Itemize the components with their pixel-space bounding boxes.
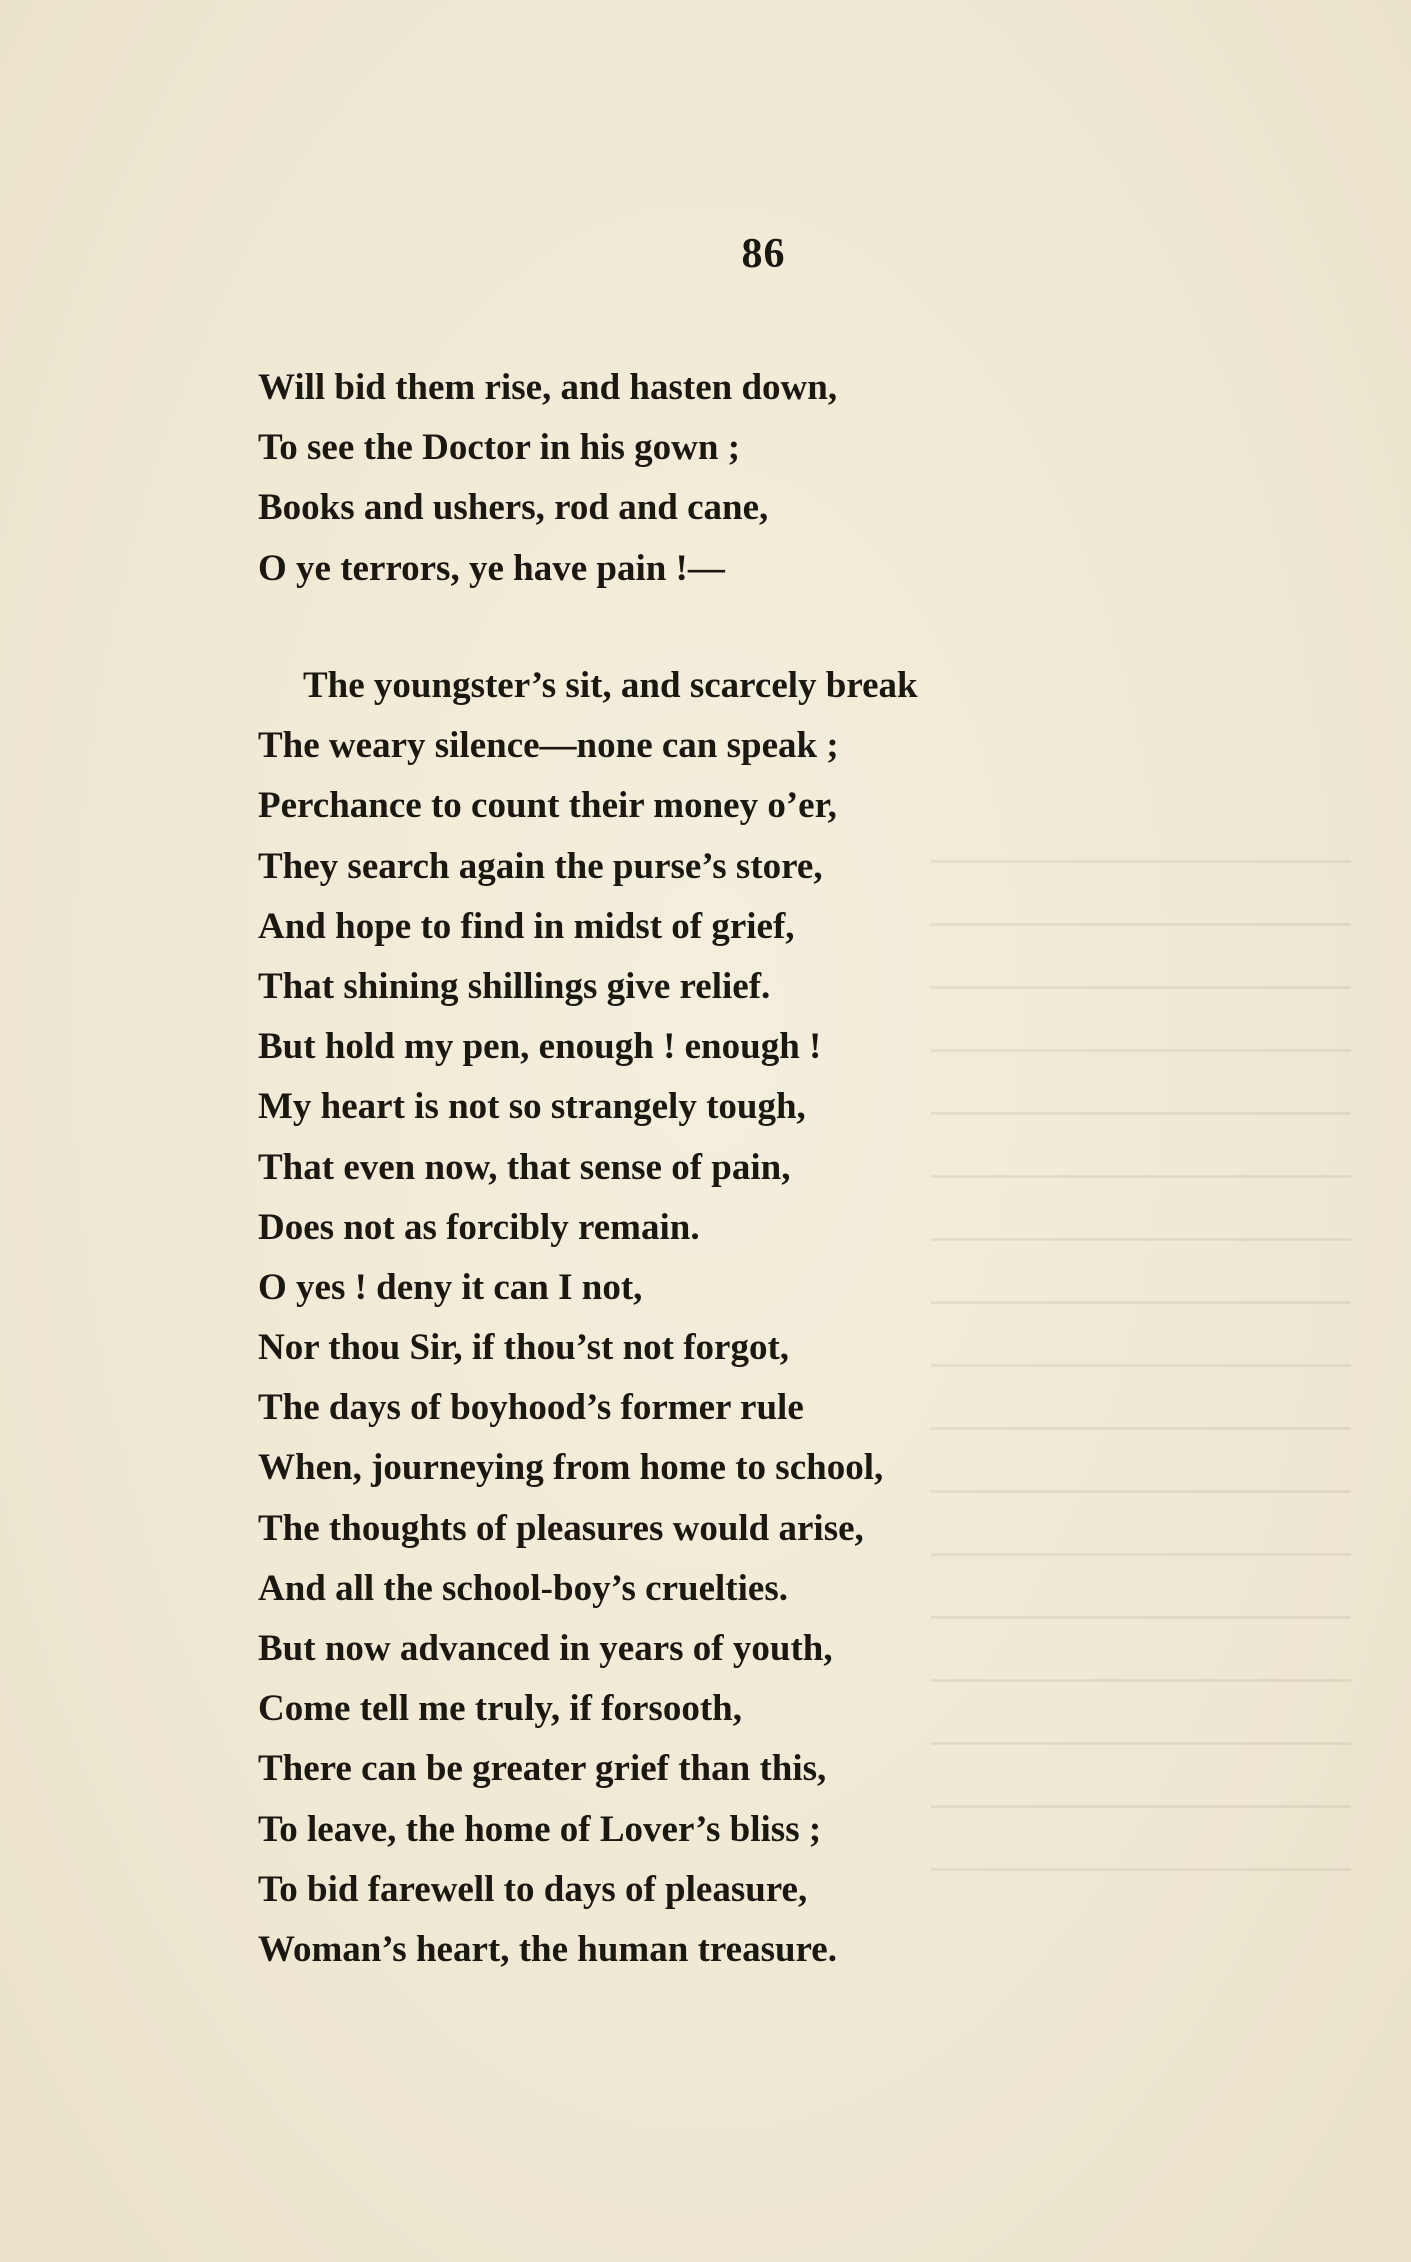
poem-line: Books and ushers, rod and cane,: [258, 487, 769, 529]
poem-line: But hold my pen, enough ! enough !: [258, 1026, 822, 1068]
bleed-through-text: [931, 800, 1351, 1900]
poem-line: The thoughts of pleasures would arise,: [258, 1507, 864, 1549]
poem-line: Woman’s heart, the human treasure.: [258, 1928, 837, 1970]
poem-line: And all the school-boy’s cruelties.: [258, 1567, 788, 1609]
poem-line: O yes ! deny it can I not,: [258, 1266, 643, 1308]
poem-line: To leave, the home of Lover’s bliss ;: [258, 1808, 822, 1850]
page-number: 86: [741, 231, 786, 277]
poem-line: Will bid them rise, and hasten down,: [258, 367, 838, 408]
poem-line: When, journeying from home to school,: [258, 1447, 884, 1489]
poem-line: They search again the purse’s store,: [258, 845, 823, 887]
stanza-1: [258, 358, 837, 599]
poem-line: O ye terrors, ye have pain !—: [258, 547, 725, 589]
poem-line: The days of boyhood’s former rule: [258, 1387, 804, 1429]
poem-line: That even now, that sense of pain,: [258, 1146, 791, 1188]
poem-line: Come tell me truly, if forsooth,: [258, 1688, 742, 1730]
poem-line: There can be greater grief than this,: [258, 1748, 827, 1790]
poem-line: And hope to find in midst of grief,: [258, 905, 795, 947]
stanza-2: [258, 656, 918, 1980]
poem-line: To see the Doctor in his gown ;: [258, 427, 741, 469]
poem-line: Does not as forcibly remain.: [258, 1206, 700, 1248]
poem-line: The youngster’s sit, and scarcely break: [303, 665, 918, 706]
poem-line: My heart is not so strangely tough,: [258, 1086, 806, 1128]
poem-line: But now advanced in years of youth,: [258, 1628, 833, 1669]
poem-line: To bid farewell to days of pleasure,: [258, 1868, 808, 1910]
poem-line: Nor thou Sir, if thou’st not forgot,: [258, 1327, 790, 1369]
poem-line: The weary silence—none can speak ;: [258, 725, 839, 767]
poem-line: That shining shillings give relief.: [258, 965, 771, 1007]
poem-line: Perchance to count their money o’er,: [258, 785, 837, 827]
